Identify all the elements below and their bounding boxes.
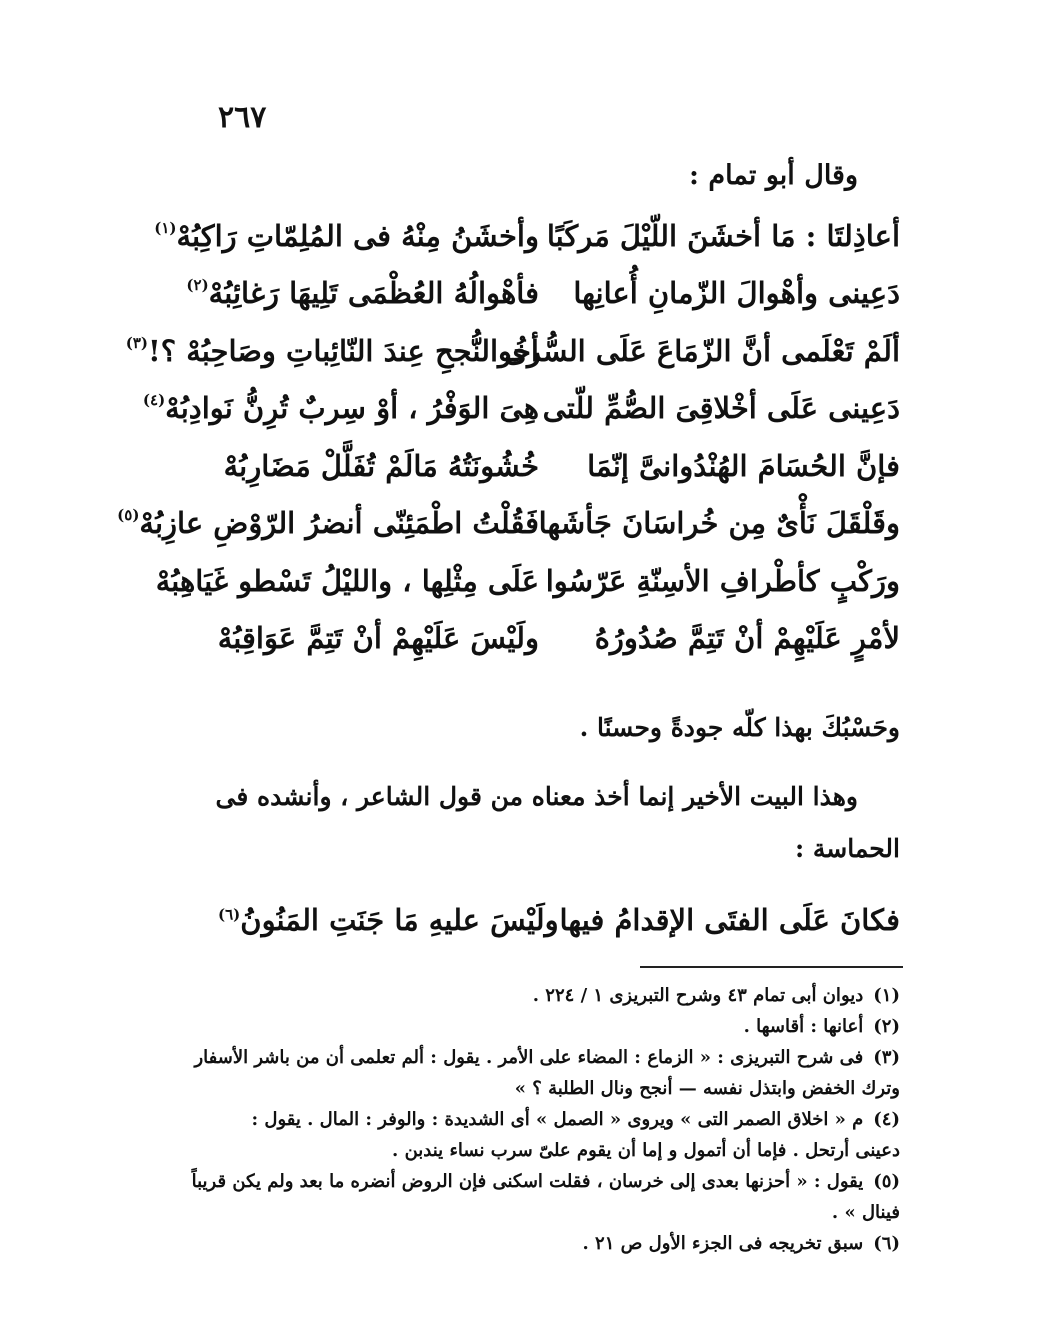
verse-second-hemistich bbox=[154, 218, 559, 253]
footnote-continuation: دعينى أرتحل . فإما أن أتمول و إما أن يقوم علىّ سرب نساء يندبن . bbox=[392, 1140, 900, 1161]
footnote bbox=[218, 980, 900, 1011]
verse bbox=[117, 495, 900, 553]
footnotes bbox=[191, 980, 900, 1259]
hemistich-text: فَقُلْتُ اطْمَئِنّى أنضرُ الرّوْضِ عازِبُهْ bbox=[139, 506, 539, 541]
verse-intro: وقال أبو تمام : bbox=[689, 160, 858, 191]
footnote bbox=[218, 1104, 900, 1135]
hemistich-text: وأخشَنُ مِنْهُ فى المُلِمّاتِ رَاكِبُهْ bbox=[176, 218, 539, 253]
footnote-marker: (٢) bbox=[186, 276, 209, 295]
page-number: ٢٦٧ bbox=[218, 100, 267, 135]
footnote-number: (٦) bbox=[873, 1233, 900, 1254]
footnote-text: سبق تخريجه فى الجزء الأول ص ٢١ . bbox=[582, 1233, 864, 1254]
hemistich-text: فأهْوالُهُ العُظْمَى تَلِيهَا رَغائِبُهْ bbox=[208, 276, 539, 311]
quoted-verse bbox=[218, 892, 900, 948]
footnote-continuation: فينال » . bbox=[831, 1202, 900, 1223]
footnote-number: (٢) bbox=[873, 1016, 900, 1037]
hemistich-text: ولَيْسَ عليهِ مَا جَنَتِ المَنُونُ bbox=[240, 903, 559, 937]
hemistich-text: أخُوالنُّجحِ عِندَ النّائِباتِ وصَاحِبُهْ ؟! bbox=[148, 333, 539, 368]
paragraph-line-2: الحماسة : bbox=[794, 834, 900, 863]
verse-first-hemistich: فإنَّ الحُسَامَ الهُنْدُوانىَّ إنّمَا bbox=[587, 448, 900, 483]
footnote-text: أعانها : أقاسها . bbox=[743, 1016, 864, 1037]
hemistich-text: خُشُونَتُهُ مَالَمْ تُفَلَّلْ مَضَارِبُهْ bbox=[223, 448, 539, 483]
verse-second-hemistich bbox=[218, 449, 559, 483]
footnote-marker: (٥) bbox=[117, 506, 140, 525]
footnote-divider bbox=[640, 966, 903, 968]
verse-first-hemistich: أعاذِلتَا : مَا أخشَنَ اللّيْلَ مَركَبًا bbox=[546, 218, 900, 253]
footnote-marker: (٣) bbox=[125, 333, 149, 352]
poem bbox=[117, 207, 900, 667]
footnote-text: م « اخلاق الصمر التى » ويروى « الصمل » أى الشديدة : والوفر : المال . يقول : bbox=[251, 1109, 864, 1130]
footnote bbox=[218, 1228, 900, 1259]
footnote-number: (٤) bbox=[873, 1109, 900, 1130]
footnote bbox=[194, 1042, 900, 1073]
footnote-text: يقول : « أحزنها بعدى إلى خرسان ، فقلت اسكنى فإن الروض أنضره ما بعد ولم يكن قريباً bbox=[191, 1171, 864, 1192]
verse bbox=[125, 322, 900, 380]
verse-second-hemistich bbox=[155, 563, 559, 598]
verse bbox=[186, 265, 900, 323]
verse-second-hemistich bbox=[218, 903, 559, 937]
footnote-marker: (٤) bbox=[142, 391, 166, 410]
hemistich-text: ولَيْسَ عَلَيْهِمْ أنْ تَتِمَّ عَوَاقِبُهْ bbox=[217, 621, 539, 656]
verse bbox=[155, 552, 900, 610]
hemistich-text: عَلَى مِثْلِها ، والليْلُ تَسْطو غَيَاهِبُهْ bbox=[155, 563, 539, 598]
verse-second-hemistich bbox=[218, 621, 559, 655]
comment-line: وحَسْبُكَ بهذا كلّه جودةً وحسنًا . bbox=[579, 713, 900, 742]
footnote-text: ديوان أبى تمام ٤٣ وشرح التبريزى ١ / ٢٢٤ . bbox=[532, 985, 864, 1006]
verse-first-hemistich: ورَكْبٍ كأطْرافِ الأسِنّةِ عَرّسُوا bbox=[545, 563, 900, 598]
verse-second-hemistich bbox=[142, 391, 559, 426]
verse-second-hemistich bbox=[125, 333, 559, 368]
hemistich-text: هِىَ الوَفْرُ ، أوْ سِربٌ تُرِنُّ نَوادِبُهْ bbox=[165, 391, 539, 426]
footnote-marker: (١) bbox=[154, 218, 177, 237]
footnote-continuation: وترك الخفض وابتذل نفسه — أنجح ونال الطلبة ؟ » bbox=[514, 1078, 900, 1099]
verse-second-hemistich bbox=[186, 276, 559, 311]
verse-first-hemistich: وقَلْقَلَ نَأْىٌ مِن خُراسَانَ جَأشَها bbox=[538, 506, 900, 541]
footnote-text: فى شرح التبريزى : « الزماع : المضاء على الأمر . يقول : ألم تعلمى أن من باشر الأسفار bbox=[194, 1047, 864, 1068]
verse-first-hemistich: دَعِينى وأهْوالَ الزّمانِ أُعانِها bbox=[573, 276, 900, 311]
verse-second-hemistich bbox=[117, 506, 559, 541]
footnote bbox=[218, 1011, 900, 1042]
footnote-number: (٣) bbox=[873, 1047, 900, 1068]
verse-first-hemistich: فكانَ عَلَى الفتَى الإقدامُ فيها bbox=[559, 903, 900, 937]
footnote-number: (٥) bbox=[873, 1171, 900, 1192]
verse-first-hemistich: ألَمْ تَعْلَمى أنَّ الزّمَاعَ عَلَى السُّرى bbox=[504, 333, 900, 368]
footnote-number: (١) bbox=[873, 985, 900, 1006]
verse-first-hemistich: لأمْرٍ عَلَيْهِمْ أنْ تَتِمَّ صُدُورُهُ bbox=[594, 621, 900, 656]
paragraph-line-1: وهذا البيت الأخير إنما أخذ معناه من قول الشاعر ، وأنشده فى bbox=[215, 782, 858, 811]
footnote-marker: (٦) bbox=[218, 905, 241, 924]
verse bbox=[218, 437, 900, 495]
verse bbox=[154, 207, 900, 265]
verse bbox=[142, 380, 900, 438]
verse-first-hemistich: دَعِينى عَلَى أخْلاقِىَ الصُّمِّ للّتى bbox=[542, 391, 900, 426]
verse bbox=[218, 610, 900, 668]
footnote bbox=[191, 1166, 900, 1197]
